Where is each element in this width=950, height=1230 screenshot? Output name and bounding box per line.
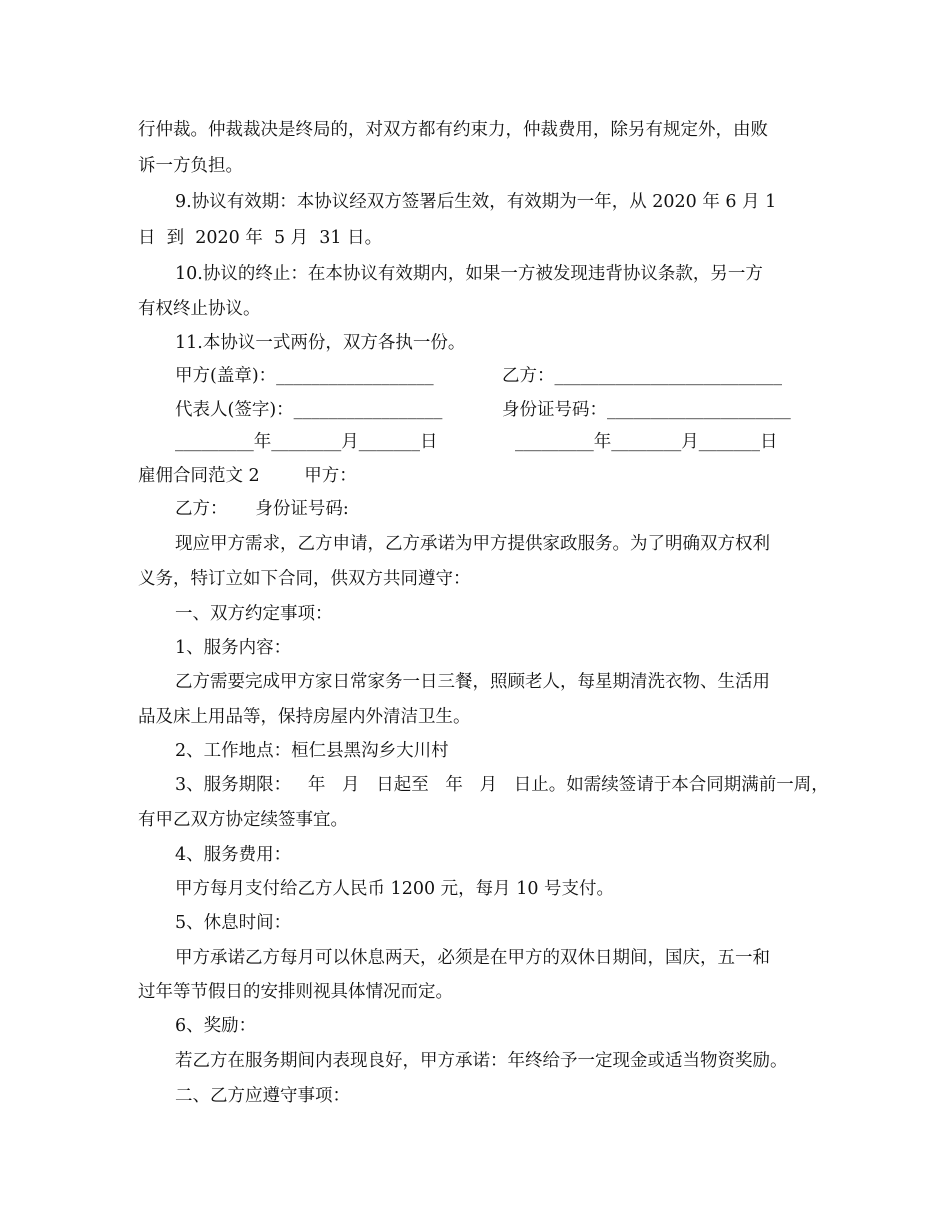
paragraph-line: 现应甲方需求，乙方申请，乙方承诺为甲方提供家政服务。为了明确双方权利 — [175, 534, 770, 554]
date-field-left: _________年________月_______日 — [175, 432, 438, 452]
id-number-field: 身份证号码：_____________________ — [502, 400, 791, 420]
paragraph-line: 诉一方负担。 — [138, 156, 243, 176]
paragraph-line: 行仲裁。仲裁裁决是终局的，对双方都有约束力，仲裁费用，除另有规定外，由败 — [138, 120, 768, 140]
paragraph-line: 义务，特订立如下合同，供双方共同遵守： — [138, 569, 471, 589]
paragraph-line: 日 到 2020 年 5 月 31 日。 — [138, 228, 383, 248]
party-a-signature-field: 甲方(盖章)：__________________ — [175, 366, 434, 386]
paragraph-line: 乙方需要完成甲方家日常家务一日三餐，照顾老人，每星期清洗衣物、生活用 — [175, 672, 770, 692]
paragraph-line: 9.协议有效期：本协议经双方签署后生效，有效期为一年，从 2020 年 6 月 1 — [175, 192, 777, 212]
heading-line: 6、奖励： — [175, 1016, 257, 1036]
paragraph-line: 有权终止协议。 — [138, 299, 261, 319]
paragraph-line: 甲方每月支付给乙方人民币 1200 元，每月 10 号支付。 — [175, 879, 615, 899]
paragraph-line: 甲方承诺乙方每月可以休息两天，必须是在甲方的双休日期间，国庆，五一和 — [175, 948, 770, 968]
paragraph-line: 3、服务期限： 年 月 日起至 年 月 日止。如需续签请于本合同期满前一周， — [175, 775, 829, 795]
paragraph-line: 过年等节假日的安排则视具体情况而定。 — [138, 982, 453, 1002]
heading-line: 4、服务费用： — [175, 845, 292, 865]
paragraph-line: 有甲乙双方协定续签事宜。 — [138, 810, 348, 830]
paragraph-line: 11.本协议一式两份，双方各执一份。 — [175, 333, 466, 353]
heading-line: 5、休息时间： — [175, 913, 292, 933]
date-field-right: _________年________月_______日 — [515, 432, 778, 452]
paragraph-line: 2、工作地点：桓仁县黑沟乡大川村 — [175, 741, 449, 761]
paragraph-line: 10.协议的终止：在本协议有效期内，如果一方被发现违背协议条款，另一方 — [175, 264, 763, 284]
paragraph-line: 若乙方在服务期间内表现良好，甲方承诺：年终给予一定现金或适当物资奖励。 — [175, 1051, 788, 1071]
heading-line: 1、服务内容： — [175, 638, 292, 658]
paragraph-line: 乙方： 身份证号码: — [175, 499, 349, 519]
paragraph-line: 品及床上用品等，保持房屋内外清洁卫生。 — [138, 707, 471, 727]
heading-line: 二、乙方应遵守事项： — [175, 1086, 350, 1106]
section-title-line: 雇佣合同范文 2 甲方： — [138, 466, 357, 486]
party-b-signature-field: 乙方：__________________________ — [502, 366, 782, 386]
representative-signature-field: 代表人(签字)：_________________ — [175, 400, 443, 420]
heading-line: 一、双方约定事项： — [175, 604, 333, 624]
